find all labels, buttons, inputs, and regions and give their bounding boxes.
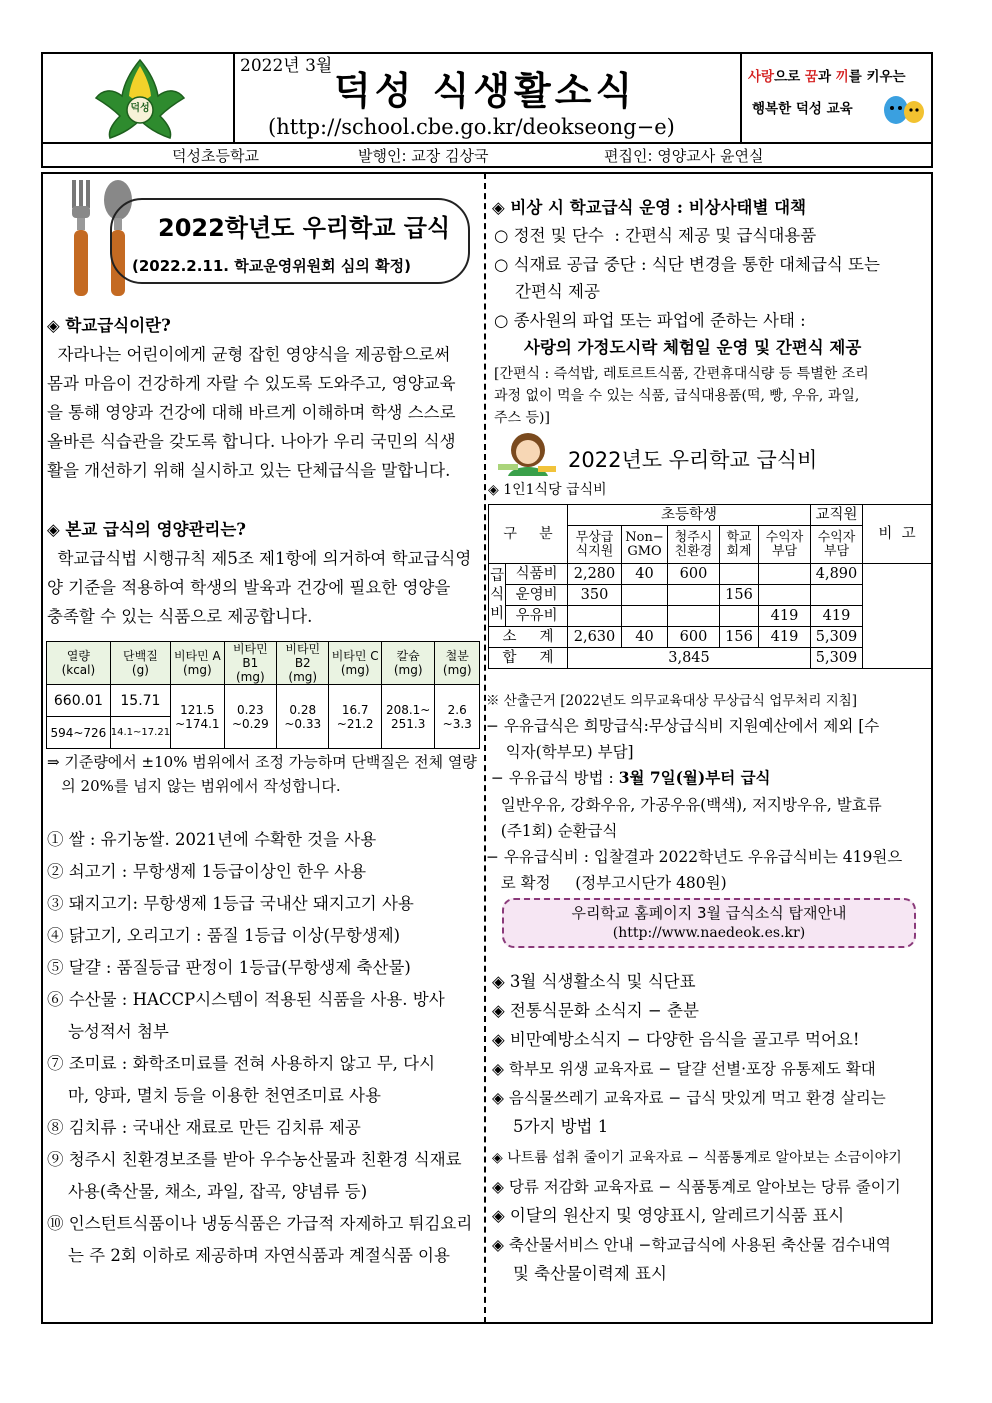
calc-line-2: − 우유급식은 희망급식:무상급식비 지원예산에서 제외 [수 xyxy=(486,717,880,735)
th-free-meal: 무상급 식지원 xyxy=(568,526,622,564)
calc-line-8: 로 확정 (정부고시단가 480원) xyxy=(486,874,727,892)
banner-title: 2022학년도 우리학교 급식 xyxy=(158,214,451,242)
list-item-5: ◈ 음식물쓰레기 교육자료 − 급식 맛있게 먹고 환경 살리는 xyxy=(492,1089,886,1107)
th-iron: 철분 (mg) xyxy=(435,642,480,685)
item-10-cont: 는 주 2회 이하로 제공하며 자연식품과 계절식품 이용 xyxy=(47,1246,450,1265)
slogan-p3: 를 키우는 xyxy=(848,69,906,85)
item-2: ② 쇠고기 : 무항생제 1등급이상인 한우 사용 xyxy=(47,862,367,881)
calc-line-5: 일반우유, 강화우유, 가공우유(백색), 저지방우유, 발효류 xyxy=(486,796,882,814)
row-subtotal-label: 소 계 xyxy=(489,627,568,648)
list-item-4: ◈ 학부모 위생 교육자료 − 달걀 선별·포장 유통제도 확대 xyxy=(492,1060,876,1078)
cost-subtitle: ◈ 1인1식당 급식비 xyxy=(488,482,607,498)
teacher-icon xyxy=(494,430,562,476)
vitamin-c-range: 16.7 ~21.2 xyxy=(329,685,381,749)
newsletter-title: 덕성 식생활소식 xyxy=(334,69,637,113)
th-remarks: 비 고 xyxy=(863,505,932,564)
slogan-line2: 행복한 덕성 교육 xyxy=(752,101,853,117)
milk-free xyxy=(568,606,622,627)
calc-line-3: 익자(학부모) 부담] xyxy=(486,743,634,761)
food-free: 2,280 xyxy=(568,564,622,585)
food-eco: 600 xyxy=(668,564,720,585)
slogan-p1: 으로 xyxy=(774,69,805,85)
sec2-line-2: 양 기준을 적용하여 학생의 발육과 건강에 필요한 영양을 xyxy=(47,578,451,597)
milk-school xyxy=(720,606,759,627)
item-4: ④ 닭고기, 오리고기 : 품질 1등급 이상(무항생제) xyxy=(47,926,401,945)
iron-range: 2.6 ~3.3 xyxy=(435,685,480,749)
item-1: ① 쌀 : 유기농쌀. 2021년에 수확한 것을 사용 xyxy=(47,830,377,849)
simple-line-2: 과정 없이 먹을 수 있는 식품, 급식대용품(떡, 빵, 우유, 과일, xyxy=(494,388,860,404)
protein-range: 14.1~17.21 xyxy=(110,717,170,749)
editor: 편집인: 영양교사 윤연실 xyxy=(604,147,764,165)
row-total-label: 합 계 xyxy=(489,648,568,669)
calc-line-1: ※ 산출근거 [2022년도 의무교육대상 무상급식 업무처리 지침] xyxy=(486,693,858,709)
sec2-line-1: 학교급식법 시행규칙 제5조 제1항에 의거하여 학교급식영 xyxy=(47,549,472,568)
th-calcium: 칼슘 (mg) xyxy=(381,642,435,685)
subtotal-free: 2,630 xyxy=(568,627,622,648)
th-staff-beneficiary: 수익자 부담 xyxy=(811,526,863,564)
milk-method-label: − 우유급식 방법 : xyxy=(486,769,619,787)
banner-subtitle: (2022.2.11. 학교운영위원회 심의 확정) xyxy=(132,257,411,275)
list-item-8: ◈ 이달의 원산지 및 영양표시, 알레르기식품 표시 xyxy=(492,1206,845,1225)
protein-value: 15.71 xyxy=(110,685,170,717)
cost-title: 2022년도 우리학교 급식비 xyxy=(568,448,818,472)
food-school xyxy=(720,564,759,585)
notice-line-2[interactable]: (http://www.naedeok.es.kr) xyxy=(612,925,806,941)
masthead-divider-left xyxy=(233,53,235,143)
milk-nongmo xyxy=(622,606,668,627)
subtotal-nongmo: 40 xyxy=(622,627,668,648)
energy-value: 660.01 xyxy=(47,685,111,717)
list-item-9: ◈ 축산물서비스 안내 −학교급식에 사용된 축산물 검수내역 xyxy=(492,1236,891,1254)
subtotal-eco: 600 xyxy=(668,627,720,648)
th-eco: 청주시 친환경 xyxy=(668,526,720,564)
calc-line-7: − 우유급식비 : 입찰결과 2022학년도 우유급식비는 419원으 xyxy=(486,848,903,866)
item-5: ⑤ 달걀 : 품질등급 판정이 1등급(무항생제 축산물) xyxy=(47,958,411,977)
milk-beneficiary: 419 xyxy=(759,606,811,627)
calcium-range: 208.1~ 251.3 xyxy=(381,685,435,749)
calc-line-6: (주1회) 순환급식 xyxy=(486,822,618,840)
th-beneficiary: 수익자 부담 xyxy=(759,526,811,564)
milk-eco xyxy=(668,606,720,627)
section-nutrition-mgmt: ◈ 본교 급식의 영양관리는? xyxy=(47,520,246,539)
sec1-line-4: 올바른 식습관을 갖도록 합니다. 나아가 우리 국민의 식생 xyxy=(47,432,456,451)
th-vitamin-a: 비타민 A (mg) xyxy=(171,642,225,685)
energy-range: 594~726 xyxy=(47,717,111,749)
row-operation-label: 운영비 xyxy=(506,585,568,606)
row-food-label: 식품비 xyxy=(506,564,568,585)
list-item-9-cont: 및 축산물이력제 표시 xyxy=(492,1264,667,1283)
list-item-7: ◈ 당류 저감화 교육자료 − 식품통계로 알아보는 당류 줄이기 xyxy=(492,1178,901,1196)
list-item-5-cont: 5가지 방법 1 xyxy=(492,1117,609,1136)
meal-cost-label: 급 식 비 xyxy=(489,564,506,627)
item-9: ⑨ 청주시 친환경보조를 받아 우수농산물과 친환경 식재료 xyxy=(47,1150,462,1169)
note-line-1: ⇒ 기준량에서 ±10% 범위에서 조정 가능하며 단백질은 전체 열량 xyxy=(47,753,477,771)
remarks-cell xyxy=(863,564,932,669)
issue-date: 2022년 3월 xyxy=(240,56,333,76)
th-protein: 단백질 (g) xyxy=(110,642,170,685)
vitamin-b2-range: 0.28 ~0.33 xyxy=(277,685,329,749)
item-3: ③ 돼지고기: 무항생제 1등급 국내산 돼지고기 사용 xyxy=(47,894,414,913)
slogan-dream: 꿈 xyxy=(804,69,818,85)
meal-cost-table xyxy=(488,504,932,669)
food-nongmo: 40 xyxy=(622,564,668,585)
milk-method-date: 3월 7일(월)부터 급식 xyxy=(618,768,771,787)
subtotal-school: 156 xyxy=(720,627,759,648)
milk-method-line xyxy=(486,768,771,788)
total-staff: 5,309 xyxy=(811,648,863,669)
slogan-love: 사랑 xyxy=(748,69,775,85)
school-name: 덕성초등학교 xyxy=(172,147,259,165)
homepage-url[interactable]: (http://school.cbe.go.kr/deokseong−e) xyxy=(268,115,675,139)
vitamin-a-range: 121.5 ~174.1 xyxy=(171,685,225,749)
slogan-line1 xyxy=(748,68,906,86)
subtotal-beneficiary: 419 xyxy=(759,627,811,648)
th-vitamin-c: 비타민 C (mg) xyxy=(329,642,381,685)
sec1-line-1: 자라나는 어린이에게 균형 잡힌 영양식을 제공함으로써 xyxy=(47,345,451,364)
sec1-line-3: 을 통해 영양과 건강에 대해 바르게 이해하며 학생 스스로 xyxy=(47,403,456,422)
op-nongmo xyxy=(622,585,668,606)
th-vitamin-b1: 비타민 B1 (mg) xyxy=(224,642,276,685)
sec1-line-5: 활을 개선하기 위해 실시하고 있는 단체급식을 말합니다. xyxy=(47,461,451,480)
th-energy: 열량 (kcal) xyxy=(47,642,111,685)
th-staff: 교직원 xyxy=(811,505,863,526)
item-10: ⑩ 인스턴트식품이나 냉동식품은 가급적 자제하고 튀김요리 xyxy=(47,1214,473,1233)
emergency-title: ◈ 비상 시 학교급식 운영 : 비상사태별 대책 xyxy=(492,198,807,217)
notice-line-1: 우리학교 홈페이지 3월 급식소식 탑재안내 xyxy=(571,904,847,922)
milk-staff: 419 xyxy=(811,606,863,627)
op-beneficiary xyxy=(759,585,811,606)
nutrition-table xyxy=(46,641,480,749)
th-elementary: 초등학생 xyxy=(568,505,811,526)
th-non-gmo: Non− GMO xyxy=(622,526,668,564)
publisher: 발행인: 교장 김상국 xyxy=(358,147,489,165)
school-emblem-icon xyxy=(92,58,188,140)
list-item-6: ◈ 나트륨 섭취 줄이기 교육자료 − 식품통계로 알아보는 소금이야기 xyxy=(492,1150,902,1166)
mascot-icon xyxy=(880,92,926,126)
emergency-bold: 사랑의 가정도시락 체험일 운영 및 간편식 제공 xyxy=(524,338,862,357)
food-staff: 4,890 xyxy=(811,564,863,585)
emergency-line-4: ○ 종사원의 파업 또는 파업에 준하는 사태 : xyxy=(494,311,806,330)
sec1-line-2: 몸과 마음이 건강하게 자랄 수 있도록 도와주고, 영양교육 xyxy=(47,374,456,393)
vitamin-b1-range: 0.23 ~0.29 xyxy=(224,685,276,749)
op-school: 156 xyxy=(720,585,759,606)
slogan-talent: 끼 xyxy=(835,69,849,85)
emergency-line-1: ○ 정전 및 단수 : 간편식 제공 및 급식대용품 xyxy=(494,226,817,245)
sec2-line-3: 충족할 수 있는 식품으로 제공합니다. xyxy=(47,607,313,626)
op-eco xyxy=(668,585,720,606)
note-line-2: 의 20%를 넘지 않는 범위에서 작성합니다. xyxy=(47,777,341,795)
emergency-line-2: ○ 식재료 공급 중단 : 식단 변경을 통한 대체급식 또는 xyxy=(494,255,880,274)
op-free: 350 xyxy=(568,585,622,606)
item-6-cont: 능성적서 첨부 xyxy=(47,1022,169,1041)
emergency-line-3: 간편식 제공 xyxy=(494,282,600,301)
item-9-cont: 사용(축산물, 채소, 과일, 잡곡, 양념류 등) xyxy=(47,1182,368,1201)
item-7: ⑦ 조미료 : 화학조미료를 전혀 사용하지 않고 무, 다시 xyxy=(47,1054,436,1073)
th-vitamin-b2: 비타민 B2 (mg) xyxy=(277,642,329,685)
section-what-is-meal: ◈ 학교급식이란? xyxy=(47,316,171,335)
food-beneficiary xyxy=(759,564,811,585)
item-6: ⑥ 수산물 : HACCP시스템이 적용된 식품을 사용. 방사 xyxy=(47,990,445,1009)
item-8: ⑧ 김치류 : 국내산 재료로 만든 김치류 제공 xyxy=(47,1118,361,1137)
list-item-1: ◈ 3월 식생활소식 및 식단표 xyxy=(492,972,696,991)
th-category: 구 분 xyxy=(489,505,568,564)
total-elementary: 3,845 xyxy=(568,648,811,669)
simple-line-1: [간편식 : 즉석밥, 레토르트식품, 간편휴대식량 등 특별한 조리 xyxy=(494,366,869,382)
logo-text: 덕성 xyxy=(130,103,150,114)
list-item-2: ◈ 전통식문화 소식지 − 춘분 xyxy=(492,1001,699,1020)
item-7-cont: 마, 양파, 멸치 등을 이용한 천연조미료 사용 xyxy=(47,1086,381,1105)
th-school-account: 학교 회계 xyxy=(720,526,759,564)
slogan-p2: 과 xyxy=(817,69,836,85)
list-item-3: ◈ 비만예방소식지 − 다양한 음식을 골고루 먹어요! xyxy=(492,1030,860,1049)
subtotal-staff: 5,309 xyxy=(811,627,863,648)
simple-line-3: 주스 등)] xyxy=(494,410,550,426)
masthead-divider-right xyxy=(740,53,742,143)
op-staff xyxy=(811,585,863,606)
school-logo xyxy=(92,58,188,140)
row-milk-label: 우유비 xyxy=(506,606,568,627)
